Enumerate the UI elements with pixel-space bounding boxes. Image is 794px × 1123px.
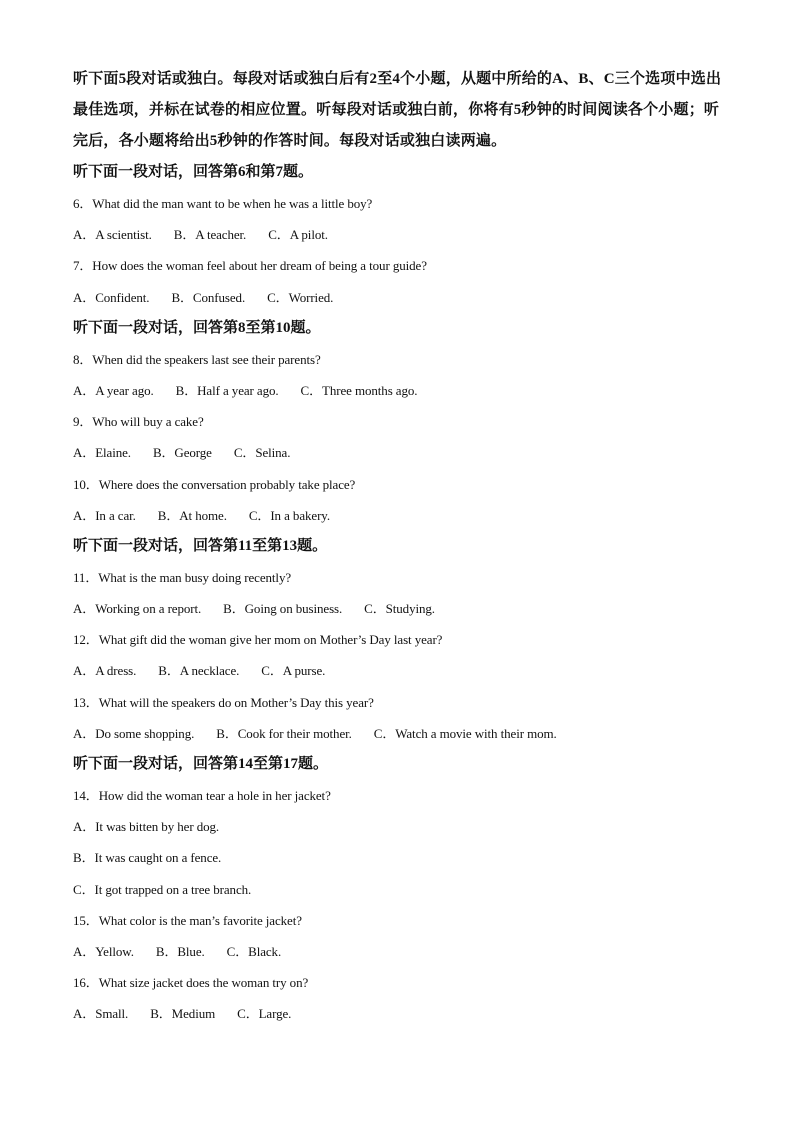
option-c[interactable]: C．Three months ago. <box>300 382 418 398</box>
option-c[interactable]: C．A purse. <box>261 663 326 679</box>
option-b[interactable]: B．A necklace. <box>158 663 240 679</box>
section-1 <box>73 157 733 313</box>
question-16: 16．What size jacket does the woman try on? <box>73 975 309 991</box>
option-a[interactable]: A．In a car. <box>73 507 136 523</box>
option-c[interactable]: C．Studying. <box>364 601 435 617</box>
options-16 <box>73 998 733 1029</box>
option-b[interactable]: B．A teacher. <box>173 227 247 243</box>
option-b[interactable]: B．Going on business. <box>223 601 343 617</box>
option-b[interactable]: B．Confused. <box>171 289 246 305</box>
option-a[interactable]: A．Working on a report. <box>73 601 202 617</box>
question-8: 8．When did the speakers last see their parents? <box>73 351 321 367</box>
question-14: 14．How did the woman tear a hole in her jacket? <box>73 788 331 803</box>
option-c[interactable]: C．Large. <box>237 1006 292 1022</box>
options-7 <box>73 282 733 313</box>
option-b[interactable]: B．At home. <box>157 507 227 523</box>
option-c[interactable]: C．Selina. <box>233 445 291 461</box>
option-c[interactable]: C．In a bakery. <box>248 507 331 523</box>
option-a[interactable]: A．It was bitten by her dog. <box>73 819 220 835</box>
option-c[interactable]: C．It got trapped on a tree branch. <box>73 881 252 897</box>
question-11: 11．What is the man busy doing recently? <box>73 569 292 585</box>
document-page <box>73 64 733 1030</box>
option-a[interactable]: A．A dress. <box>73 663 137 679</box>
question-7: 7．How does the woman feel about her dream of being a tour guide? <box>73 258 427 274</box>
options-6 <box>73 219 733 250</box>
section-3 <box>73 531 733 749</box>
question-12: 12．What gift did the woman give her mom on Mother’s Day last year? <box>73 632 443 648</box>
option-a[interactable]: A．Confident. <box>73 289 150 305</box>
option-a[interactable]: A．Elaine. <box>73 445 131 461</box>
section-heading: 听下面一段对话，回答第6和第7题。 <box>73 164 314 180</box>
options-8 <box>73 375 733 406</box>
question-15: 15．What color is the man’s favorite jacket? <box>73 912 302 928</box>
option-c[interactable]: C．Watch a movie with their mom. <box>373 725 557 741</box>
section-heading: 听下面一段对话，回答第8至第10题。 <box>73 319 321 336</box>
option-c[interactable]: C．Black. <box>226 943 282 959</box>
options-11 <box>73 593 733 624</box>
instructions-paragraph: 听下面5段对话或独白。每段对话或独白后有2至4个小题，从题中所给的A、B、C三个选项中选出最佳选项，并标在试卷的相应位置。听每段对话或独白前，你将有5秒钟的时间阅读各个小题；听完后，各小题将给出5秒钟的作答时间。每段对话或独白读两遍。 <box>73 71 722 149</box>
options-13 <box>73 718 733 749</box>
option-a[interactable]: A．A scientist. <box>73 227 152 243</box>
option-b[interactable]: B．Medium <box>150 1006 216 1022</box>
section-heading: 听下面一段对话，回答第14至第17题。 <box>73 756 329 772</box>
option-a[interactable]: A．Small. <box>73 1006 129 1022</box>
section-heading: 听下面一段对话，回答第11至第13题。 <box>73 537 328 554</box>
option-b[interactable]: B．George <box>152 445 212 461</box>
section-2 <box>73 313 733 531</box>
section-4 <box>73 749 733 1030</box>
option-a[interactable]: A．Do some shopping. <box>73 725 195 741</box>
option-b[interactable]: B．Half a year ago. <box>175 382 279 398</box>
option-c[interactable]: C．Worried. <box>267 289 334 305</box>
option-c[interactable]: C．A pilot. <box>268 227 328 243</box>
option-b[interactable]: B．It was caught on a fence. <box>73 850 222 866</box>
question-6: 6．What did the man want to be when he was a little boy? <box>73 196 373 211</box>
question-9: 9．Who will buy a cake? <box>73 414 204 430</box>
options-10 <box>73 500 733 531</box>
option-a[interactable]: A．A year ago. <box>73 382 154 398</box>
options-9 <box>73 437 733 468</box>
option-a[interactable]: A．Yellow. <box>73 943 134 959</box>
option-b[interactable]: B．Cook for their mother. <box>216 725 352 741</box>
option-b[interactable]: B．Blue. <box>155 943 205 959</box>
question-13: 13．What will the speakers do on Mother’s Day this year? <box>73 694 374 710</box>
question-10: 10．Where does the conversation probably take place? <box>73 476 356 492</box>
options-12 <box>73 655 733 686</box>
options-15 <box>73 936 733 967</box>
